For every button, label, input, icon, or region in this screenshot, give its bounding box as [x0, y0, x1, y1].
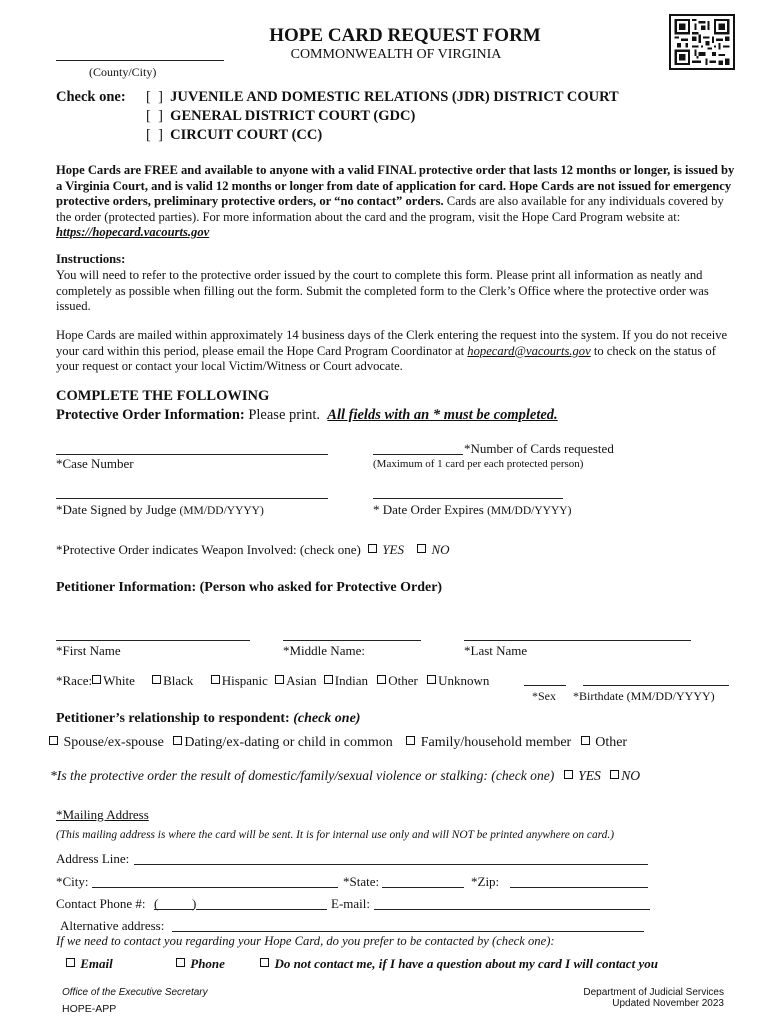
- first-name-field[interactable]: [56, 640, 250, 641]
- protective-order-info-heading: [56, 407, 558, 424]
- zip-label: *Zip:: [471, 874, 500, 889]
- contact-phone-label: Contact Phone #:: [56, 896, 146, 911]
- hope-card-website-link[interactable]: https://hopecard.vacourts.gov: [56, 225, 210, 240]
- phone-area-close-paren: ): [192, 896, 197, 911]
- birthdate-label: *Birthdate (MM/DD/YYYY): [573, 689, 715, 703]
- address-line-label: Address Line:: [56, 851, 130, 866]
- race-unknown-checkbox[interactable]: [427, 675, 436, 684]
- race-white-checkbox[interactable]: [92, 675, 101, 684]
- race-other-checkbox[interactable]: [377, 675, 386, 684]
- form-subtitle: COMMONWEALTH OF VIRGINIA: [290, 47, 502, 62]
- date-format-hint: (MM/DD/YYYY): [487, 505, 572, 517]
- dv-no-label: NO: [621, 768, 641, 783]
- mailing-note-text-end: to check on the status of your request or contact your local Victim/Witness or Court advocate.: [56, 343, 716, 374]
- contact-email-label: Email: [80, 956, 113, 971]
- last-name-label: *Last Name: [464, 643, 528, 658]
- city-field[interactable]: [92, 887, 338, 888]
- contact-phone-label-option: Phone: [190, 956, 225, 971]
- sex-field[interactable]: [524, 685, 566, 686]
- alternative-address-field[interactable]: [172, 931, 644, 932]
- mailing-time-note: [56, 328, 736, 375]
- petitioner-info-heading: Petitioner Information: (Person who asked for Protective Order): [56, 580, 443, 595]
- middle-name-field[interactable]: [283, 640, 421, 641]
- court-option-gdc[interactable]: [146, 108, 415, 125]
- race-hispanic-checkbox[interactable]: [211, 675, 220, 684]
- phone-area-open-paren: (: [154, 896, 159, 911]
- race-indian-checkbox[interactable]: [324, 675, 333, 684]
- court-option-label: JUVENILE AND DOMESTIC RELATIONS (JDR) DISTRICT COURT: [170, 89, 619, 105]
- court-option-checkbox[interactable]: [ ]: [146, 108, 163, 124]
- relationship-heading: [56, 711, 360, 727]
- race-hispanic-label: Hispanic: [221, 673, 268, 688]
- court-option-label: GENERAL DISTRICT COURT (GDC): [170, 108, 416, 124]
- check-one-label: Check one:: [56, 89, 126, 105]
- intro-bold-text: Hope Cards are FREE and available to anyone with a valid FINAL protective order that lasts 12 months or longer, is issued by a Virginia Court, and is valid 12 months or longer from date of application for card. Hope Cards are not issued for emergency protective orders, preliminary protective orders, or “no contact” orders.: [56, 163, 735, 209]
- zip-field[interactable]: [510, 887, 648, 888]
- race-white-label: White: [103, 673, 135, 688]
- coordinator-email-link[interactable]: hopecard@vacourts.gov: [467, 343, 591, 358]
- relationship-options-row: [49, 735, 627, 751]
- contact-preference-question: If we need to contact you regarding your Hope Card, do you prefer to be contacted by (check one):: [56, 934, 555, 948]
- dv-question-label: *Is the protective order the result of domestic/family/sexual violence or stalking: (check one): [50, 768, 555, 783]
- footer-form-code: HOPE-APP: [62, 1003, 117, 1015]
- po-info-label: Protective Order Information:: [56, 407, 245, 423]
- date-expires-text: * Date Order Expires: [373, 502, 484, 517]
- county-city-label: (County/City): [89, 65, 157, 79]
- dv-question-row: [50, 768, 640, 784]
- race-label: *Race:: [56, 673, 93, 688]
- weapon-yes-label: YES: [382, 542, 404, 557]
- relationship-dating-label: Dating/ex-dating or child in common: [184, 735, 393, 750]
- contact-none-label: Do not contact me, if I have a question about my card I will contact you: [274, 956, 658, 971]
- middle-name-label: *Middle Name:: [283, 643, 365, 658]
- dv-yes-checkbox[interactable]: [564, 770, 573, 779]
- race-asian-checkbox[interactable]: [275, 675, 284, 684]
- race-other-label: Other: [388, 673, 418, 688]
- race-row: [56, 673, 489, 689]
- dv-no-checkbox[interactable]: [610, 770, 619, 779]
- relationship-other-checkbox[interactable]: [581, 736, 590, 745]
- footer-department: Department of Judicial Services: [583, 987, 724, 998]
- date-expires-field[interactable]: [373, 498, 563, 499]
- instructions-heading: Instructions:: [56, 252, 126, 266]
- first-name-label: *First Name: [56, 643, 121, 658]
- intro-text: Cards are also available for any individuals covered by the order (protected parties). For more information about the card and the program, visit the Hope Card Program website at:: [56, 194, 724, 224]
- po-print-text: Please print.: [244, 407, 321, 423]
- relationship-check-one: (check one): [293, 711, 361, 726]
- contact-none-checkbox[interactable]: [260, 958, 269, 967]
- state-label: *State:: [343, 874, 380, 889]
- number-of-cards-label: *Number of Cards requested: [464, 441, 614, 456]
- date-signed-field[interactable]: [56, 498, 328, 499]
- relationship-family-checkbox[interactable]: [406, 736, 415, 745]
- race-indian-label: Indian: [334, 673, 368, 688]
- race-black-label: Black: [163, 673, 194, 688]
- footer-updated: Updated November 2023: [612, 998, 724, 1009]
- mailing-note-text: Hope Cards are mailed within approximately 14 business days of the Clerk entering the request into the system. If you do not receive your card within this period, please email the Hope Card Program Coordinator at: [56, 328, 728, 358]
- weapon-no-label: NO: [431, 542, 450, 557]
- court-option-jdr[interactable]: [146, 89, 619, 106]
- phone-area-code-field[interactable]: [154, 909, 194, 910]
- alternative-address-label: Alternative address:: [60, 918, 165, 933]
- case-number-label: *Case Number: [56, 456, 134, 471]
- weapon-involved-row: [56, 542, 450, 558]
- date-format-hint: (MM/DD/YYYY): [179, 505, 264, 517]
- court-option-label: CIRCUIT COURT (CC): [170, 127, 323, 143]
- instructions-text: You will need to refer to the protective order issued by the court to complete this form. Please print all information as neatly and completely as possible when filling out the form. Submit the completed form to the Clerk’s Office where the protective order was issued.: [56, 268, 709, 314]
- contact-email-checkbox[interactable]: [66, 958, 75, 967]
- date-expires-label: [373, 502, 571, 518]
- state-field[interactable]: [382, 887, 464, 888]
- last-name-field[interactable]: [464, 640, 691, 641]
- weapon-yes-checkbox[interactable]: [368, 544, 377, 553]
- phone-number-field[interactable]: [196, 909, 327, 910]
- race-unknown-label: Unknown: [438, 673, 490, 688]
- relationship-spouse-label: Spouse/ex-spouse: [63, 735, 164, 750]
- footer-office: Office of the Executive Secretary: [62, 987, 208, 998]
- relationship-family-label: Family/household member: [420, 735, 572, 750]
- mailing-address-heading: *Mailing Address: [56, 807, 149, 822]
- email-label: E-mail:: [331, 896, 370, 911]
- intro-paragraph: [56, 163, 736, 241]
- dv-yes-label: YES: [578, 768, 601, 783]
- city-label: *City:: [56, 874, 89, 889]
- county-city-field[interactable]: [56, 60, 224, 61]
- race-asian-label: Asian: [286, 673, 317, 688]
- court-option-checkbox[interactable]: [ ]: [146, 89, 163, 105]
- court-option-cc[interactable]: [146, 127, 322, 144]
- relationship-other-label: Other: [595, 735, 628, 750]
- relationship-dating-checkbox[interactable]: [173, 736, 182, 745]
- complete-heading: COMPLETE THE FOLLOWING: [56, 388, 270, 404]
- relationship-spouse-checkbox[interactable]: [49, 736, 58, 745]
- number-of-cards-field[interactable]: [373, 454, 463, 455]
- number-of-cards-note: (Maximum of 1 card per each protected person): [373, 458, 584, 470]
- address-line-field[interactable]: [134, 864, 648, 865]
- contact-preference-row: [66, 956, 658, 972]
- contact-phone-checkbox[interactable]: [176, 958, 185, 967]
- court-option-checkbox[interactable]: [ ]: [146, 127, 163, 143]
- weapon-no-checkbox[interactable]: [417, 544, 426, 553]
- required-fields-note: All fields with an * must be completed.: [327, 407, 558, 423]
- mailing-address-note: (This mailing address is where the card will be sent. It is for internal use only and will NOT be printed anywhere on card.): [56, 829, 615, 841]
- case-number-field[interactable]: [56, 454, 328, 455]
- qr-code-icon: [669, 14, 735, 70]
- date-signed-label: [56, 502, 264, 518]
- date-signed-text: *Date Signed by Judge: [56, 502, 177, 517]
- weapon-involved-label: *Protective Order indicates Weapon Involved: (check one): [56, 542, 361, 557]
- relationship-label: Petitioner’s relationship to respondent:: [56, 711, 290, 726]
- email-field[interactable]: [374, 909, 650, 910]
- race-black-checkbox[interactable]: [152, 675, 161, 684]
- form-title: HOPE CARD REQUEST FORM: [269, 25, 541, 46]
- sex-label: *Sex: [532, 689, 556, 703]
- birthdate-field[interactable]: [583, 685, 729, 686]
